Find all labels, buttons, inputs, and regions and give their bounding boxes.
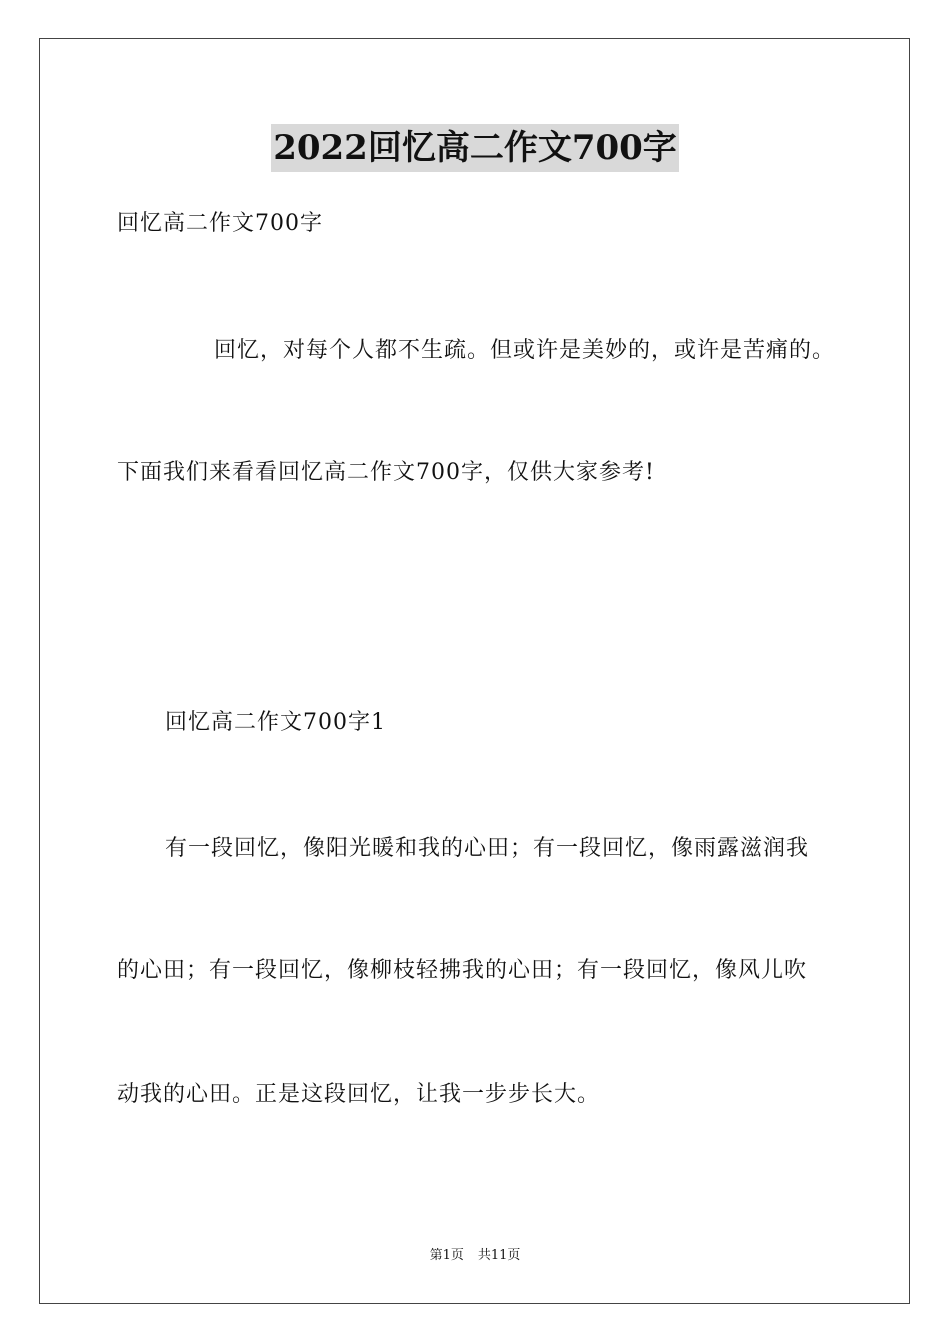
body-paragraph-line-1: 有一段回忆，像阳光暖和我的心田；有一段回忆，像雨露滋润我 [165,836,810,861]
section-heading: 回忆高二作文700字1 [165,710,386,735]
document-title: 2022回忆高二作文700字 [271,124,679,172]
body-paragraph-line-2: 的心田；有一段回忆，像柳枝轻拂我的心田；有一段回忆，像风儿吹 [117,958,808,983]
document-subtitle: 回忆高二作文700字 [117,211,323,236]
intro-paragraph-line-1: 回忆，对每个人都不生疏。但或许是美妙的，或许是苦痛的。 [214,338,836,363]
body-paragraph-line-3: 动我的心田。正是这段回忆，让我一步步长大。 [117,1082,601,1107]
title-container [0,124,950,172]
page-number-current: 第1页 [429,1248,464,1263]
intro-paragraph-line-2: 下面我们来看看回忆高二作文700字，仅供大家参考! [117,460,655,485]
page-number-total: 共11页 [477,1248,521,1263]
page-footer [0,1247,950,1265]
